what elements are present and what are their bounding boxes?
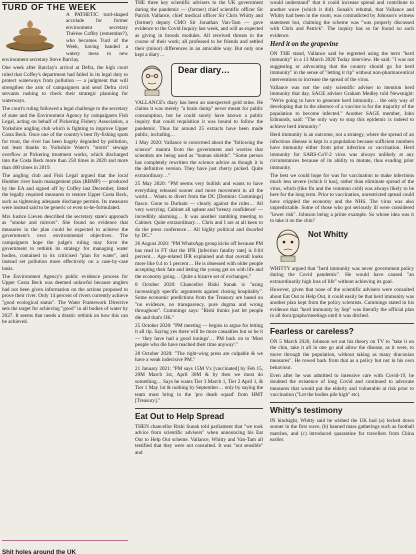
article-paragraph: ON THE stand, Vallance said he regretted using the term "herd immunity" in a 13 March 2020 Today interview. He said: "I was not suggesting or advocating that the country should go for herd immunity" in the sense of "letting it rip" without non-pharmaceutical interventions to increase the spread of the virus. — [270, 50, 414, 83]
article-paragraph: However, given that none of the scientific advisers were consulted about Eat Out to Help Out, it could easily be that herd immunity was another plan kept from the policy scientists. Cummings stated in his evidence that "herd immunity by Sep" was literally the official plan in all docs/graphs/meetings until it was ditched. — [270, 287, 414, 320]
whitty-caricature-icon — [272, 228, 304, 262]
not-whitty-header — [270, 228, 414, 264]
diary-entry: 21 January 2021: "PM says 15M Vx [vaccinated] by Feb 15, 20M March 1st, April 30M & by then we must do something… Says he wants Tier 3 March 1, Tier 2 April 1, & Tier 1 May 1st & nothing by September… only by saying the team must bring in the 'pro death squad' from HMT [Treasury]." — [135, 365, 263, 405]
article-paragraph: would understand" that it could increase spread and contribute to another wave (which it did). Sunak's rebuttal, that Vallance and Whitty had been in the room, was contradicted by Johnson's witness statement but, claiming the scheme was "was properly discussed with Chris and Patrick". The inquiry has so far found no such evidence. — [270, 0, 414, 39]
column-left — [2, 0, 128, 328]
article-paragraph: Herd immunity is an outcome, not a strategy, where the spread of an infectious disease is kept in a population because sufficient numbers have immunity either from prior infection or vaccination. Herd immunity for SARS-CoV-2 virus was always unlikely at any circumstances because of its ability to mutate, thus evading prior immunity. — [270, 132, 414, 171]
turd-intro-block — [2, 12, 128, 66]
section-title-fearless: Fearless or careless? — [270, 323, 414, 336]
article-paragraph: VALLANCE's diary has been an unexpected gold mine. He claims it was merely "a brain dump" never meant for public consumption, but he could surely have known a public inquiry that could requisition it was bound to follow the pandemic. Thus far around 25 extracts have been made public, including… — [135, 99, 263, 138]
article-paragraph: One week after Barclay's arrival at Defra, the high court ruled that Coffey's department had failed in its legal duty to protect waterways from pollution — a judgment that will strengthen the arm of campaigners and send Defra civil servants rushing to check their strategic planning for waterways. — [2, 65, 128, 104]
article-paragraph: THE three key scientific advisers to the UK government during the pandemic — (former) chief scientific officer Sir Patrick Vallance, chief medical officer Sir Chris Whitty and (former) deputy CMO Sir Jonathan Van-Tam — gave evidence to the Covid Inquiry last week, and will as expected as giving in broods modules. All received threats in the course of their work; all professed to be friends and settled their (minor) differences in an amicable way. But only one kept a diary… — [135, 0, 263, 58]
section-title-herd: Herd it on the grapevine — [270, 41, 339, 48]
article-paragraph: ON 5 March 2020, Johnson set out his theory on TV to "take it on the chin, take it all in one go and allow the disease, as it were, to move through the population, without taking as many draconian measures". He rowed back from that as a policy but not in his own behaviour. — [270, 338, 414, 371]
article-paragraph: A PATHETIC turd-shaped accolade for former environment secretary Thérèse Coffey (remember?), who becomes Turd of the Week, having handed a watery mess to new environment secretary Steve Barclay. — [2, 11, 128, 63]
diary-entry: 28 October 2020: "The right-wing press are culpable & we have a weak indecisive PM." — [135, 350, 263, 364]
article-paragraph: Even after he was admitted to intensive care with Covid-19, he doubted the existence of long Covid and continued to advocate measures that would put the elderly and vulnerable at risk prior to vaccination ("Let the bodies pile high" etc). — [270, 372, 414, 399]
cartoon-caption-strip — [2, 540, 128, 553]
article-paragraph: The angling club and Fish Legal argued that the local Humber river basin management plan (RBMP) — produced by the EA and signed off by Coffey last December, listed the legally required measures to restore Upper Costa Beck, such as tightening adequate discharge permits. Its measures were instead said to be generic or even to-be-formulated. — [2, 172, 128, 212]
dear-diary-title-box — [171, 63, 261, 97]
column-right — [270, 0, 414, 446]
diary-entry: 1 May 2020: Vallance is concerned about the "following the science" mantra from the government and worries that scientists are being used as "human shields". "Some person has completely rewritten the science advice as though it is the definitive version. They have just cherry picked. Quite extraordinary…" — [135, 140, 263, 179]
article-paragraph: The best we could hope for was for vaccination to make infections much less severe (which it has), rather than eliminate spread of the virus, which (like flu and the common cold) was always likely to be here for the long term. Prior to vaccination, unrestricted spread could have crippled the economy and the NHS. The virus was also unpredictable. Some of those who got seriously ill were considered "lower risk". Johnson being a prime example. So whose idea was it to take it on the chin? — [270, 172, 414, 225]
dear-diary-header — [135, 63, 263, 97]
cartoon-caption: Shit holes around the UK — [2, 549, 76, 554]
section-title-turd-of-the-week: TURD OF THE WEEK — [2, 2, 97, 12]
article-paragraph: Vallance was not the only scientific adviser to mention herd immunity that day. SAGE adviser Graham Medley told Newsnight: "We're going to have to generate herd immunity… the only way of developing that in the absence of a vaccine is for the majority of the population to become infected." Another SAGE member, John Edmunds, said: "The only way to stop this epidemic is indeed to achieve herd immunity." — [270, 84, 414, 130]
section-title-eat-out: Eat Out to Help Spread — [135, 408, 263, 421]
column-middle — [135, 0, 263, 458]
article-paragraph: THEN chancellor Rishi Sunak told parliament that "we took advice from scientific advisers" when announcing his Eat Out to Help Out scheme. Vallance, Whitty and Van-Tam all testified that they were not consulted. It was "not sensible" and — [135, 423, 263, 456]
diary-entry: 8 October 2020: Chancellor Rishi Sunak is "using increasingly specific arguments against closing hospitality". Some economic predictions from the Treasury are based on "no evidence, no transparency, pure dogma and wrong throughout". Cummings says: "Rishi thinks just let people die and that's OK." — [135, 282, 263, 321]
section-title-whitty-testimony: Whitty's testimony — [270, 402, 414, 415]
turd-illustration-icon — [2, 14, 62, 52]
article-paragraph: The court's ruling followed a legal challenge to the secretary of state and the Environment Agency by campaigners Fish Legal, acting on behalf of Pickering Fishery Association, a Yorkshire angling club which is fighting to improve Upper Costa Beck. Once one of the country's best fly-fishing spots for trout, the river has been hugely degraded by pollution, not least thanks to Yorkshire Water's "storm" sewage overflow at Pickering treatment works, which discharged into the Costa Beck more than 250 times in 2020 and more than 400 times in 2019. — [2, 106, 128, 171]
diary-entry: 26 August 2020: "PM WhatsApp group kicks off because PM has read in FT that the IFR [infection fatality rate] is 0.04 percent… Age-related IFR explained and that overall looks more like 0.4 to 1 percent… He is obsessed with older people accepting their fate and letting the young get on with life and the economy going… Quite a bizarre set of exchanges." — [135, 241, 264, 280]
diary-entry: 25 October 2020: "PM meeting — begins to argue for letting it all rip. Saying yes there will be more casualties but so be it — 'they have had a good innings'… PM back on to 'Most people who die have reached their time anyway'." — [135, 322, 263, 349]
not-whitty-title: Not Whitty — [308, 229, 348, 239]
article-paragraph: IN hindsight, Whitty said he wished the UK had (a) locked down sooner in the first wave, (b) banned mass gatherings such as football matches, and (c) introduced quarantine for travellers from China earlier. — [270, 417, 414, 444]
article-paragraph: WHITTY argued that "herd immunity was never government policy during the Covid pandemic". He would have caused "an extraordinarily high loss of life" without achieving its goal. — [270, 265, 414, 285]
diary-entry: 25 May 2020: "PM seems very bullish and wants to have everything released sooner and more movement in all the world… Wants to divert from the DC [Dominic Cummings] fiasco. Gone to Durham — clearly against the rules… All very worrying. Cabinet all upbeat and 'breezy confidence' — incredibly alarming… It was another rambling meeting to Cabinet. Quite extraordinary… Chris and I are at all keen to do the press conference… All highly political and dwarfed by DC." — [135, 181, 263, 240]
vallance-caricature-icon — [137, 64, 167, 96]
article-paragraph: The Environment Agency's public evidence process for Upper Costa Beck was deemed unlawful because anglers had not been given information on the actions proposed to prove their river. Only 14 percent of rivers currently achieve "good ecological status". The Water Framework Directive sets the target for achieving "good" in all bodies of water by 2027. It seems that needs a drastic rethink on how this can be achieved. — [2, 273, 128, 326]
dear-diary-title: Dear diary… — [178, 64, 230, 75]
article-paragraph: Mrs Justice Lieven described the secretary state's approach as "smoke and mirrors". She found no evidence that measures in the plan could be expected to achieve the government's own environmental objectives. The campaigners hope the judge's ruling may force the government to rethink its strategy for managing water bodies, contained in its criticised "plan for water", and instead set pollution more effectively on a case-by-case basis. — [2, 213, 128, 272]
